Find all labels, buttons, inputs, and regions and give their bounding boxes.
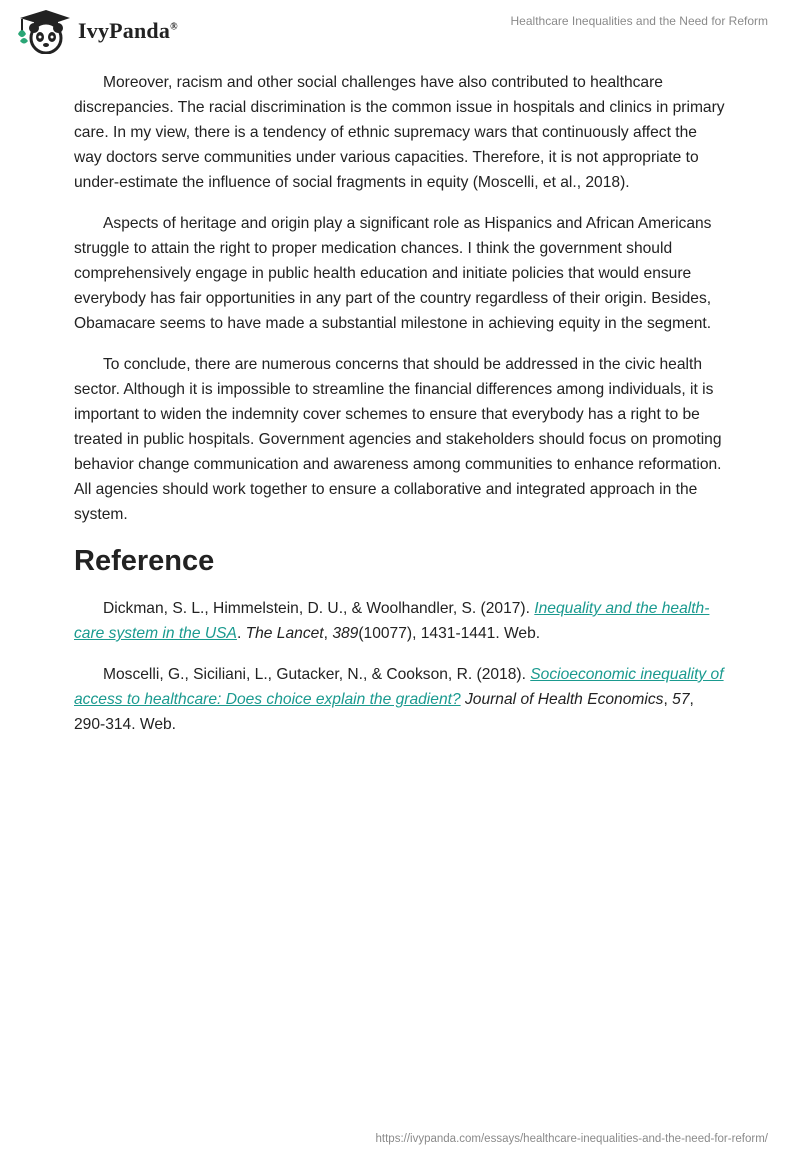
brand-name: IvyPanda®	[78, 18, 178, 43]
reference-link[interactable]: Socioeconomic inequality of access to healthcare: Does choice explain the gradient?	[74, 666, 724, 708]
body-paragraph-3: To conclude, there are numerous concerns that should be addressed in the civic health sector. Although it is impossible to streamline the financial differences among individuals, it is important to widen the indemnity cover schemes to ensure that everybody has a right to be treated in public hospitals. Government agencies and stakeholders should focus on promoting behavior change communication and awareness among communities to enhance reformation. All agencies should work together to ensure a collaborative and integrated approach in the system.	[74, 356, 722, 523]
source-url: https://ivypanda.com/essays/healthcare-inequalities-and-the-need-for-reform/	[375, 1133, 768, 1145]
reference-heading: Reference	[74, 545, 215, 577]
body-paragraph-1: Moreover, racism and other social challenges have also contributed to healthcare discrepancies. The racial discrimination is the common issue in hospitals and clinics in primary care. In my view, there is a tendency of ethnic supremacy wars that continuously affect the way doctors serve communities under various capacities. Therefore, it is not appropriate to under-estimate the influence of social fragments in equity (Moscelli, et al., 2018).	[74, 74, 725, 191]
page-header	[0, 0, 800, 60]
ivypanda-logo[interactable]	[14, 8, 178, 54]
reference-link[interactable]: Inequality and the health-care system in the USA	[74, 600, 710, 642]
essay-content	[74, 70, 728, 753]
panda-mascot-icon	[14, 8, 72, 54]
running-title: Healthcare Inequalities and the Need for Reform	[510, 14, 768, 28]
body-paragraph-2: Aspects of heritage and origin play a significant role as Hispanics and African Americans struggle to attain the right to proper medication chances. I think the government should comprehensively engage in public health education and initiate policies that would ensure everybody has fair opportunities in any part of the country regardless of their origin. Besides, Obamacare seems to have made a substantial milestone in achieving equity in the segment.	[74, 215, 712, 332]
reference-item: Moscelli, G., Siciliani, L., Gutacker, N., & Cookson, R. (2018). Socioeconomic inequality of access to healthcare: Does choice explain the gradient? Journal of Health Economics, 57, 290-314. Web.	[74, 666, 724, 733]
reference-item: Dickman, S. L., Himmelstein, D. U., & Woolhandler, S. (2017). Inequality and the health-care system in the USA. The Lancet, 389(10077), 1431-1441. Web.	[74, 600, 710, 642]
